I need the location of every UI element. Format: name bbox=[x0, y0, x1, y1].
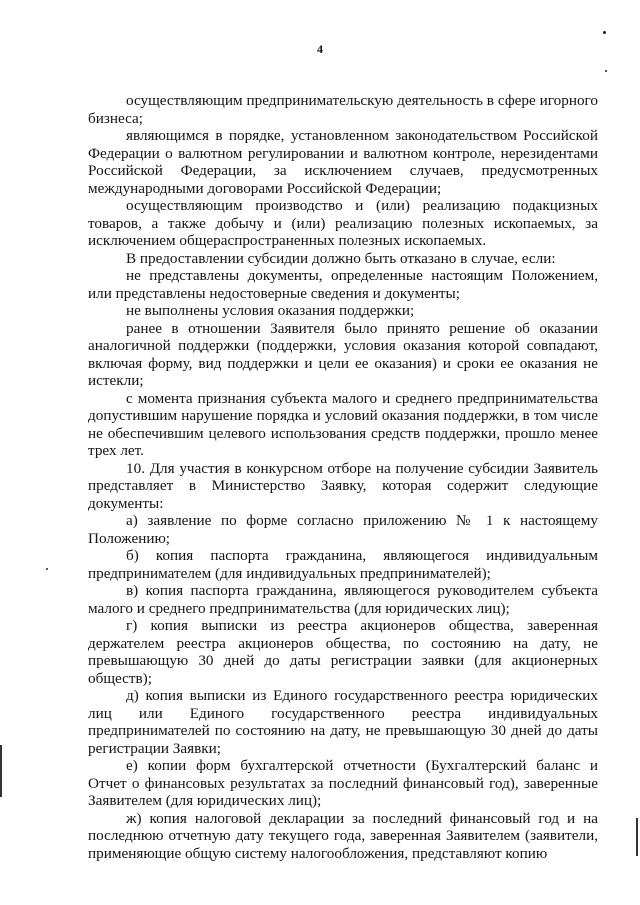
paragraph: являющимся в порядке, установленном законодательством Российской Федерации о валютном регулировании и валютном контроле, нерезидентами Российской Федерации, за исключением случаев, предусмотренных международными договорами Российской Федерации; bbox=[88, 127, 598, 197]
paragraph: а) заявление по форме согласно приложению № 1 к настоящему Положению; bbox=[88, 512, 598, 547]
paragraph: с момента признания субъекта малого и среднего предпринимательства допустившим нарушение порядка и условий оказания поддержки, в том числе не обеспечившим целевого использования средств поддержки, прошло менее трех лет. bbox=[88, 389, 598, 459]
scan-speck bbox=[603, 31, 606, 34]
scan-edge-mark bbox=[0, 745, 2, 797]
paragraph: д) копия выписки из Единого государственного реестра юридических лиц или Единого государственного реестра индивидуальных предпринимателей по состоянию на дату, не превышающую 30 дней до даты регистрации Заявки; bbox=[88, 687, 598, 757]
paragraph: ранее в отношении Заявителя было принято решение об оказании аналогичной поддержки (поддержки, условия оказания которой совпадают, включая форму, вид поддержки и цели ее оказания) и сроки ее оказания не истекли; bbox=[88, 319, 598, 389]
paragraph: ж) копия налоговой декларации за последний финансовый год и на последнюю отчетную дату текущего года, заверенная Заявителем (заявители, применяющие общую систему налогообложения, представляют копию bbox=[88, 809, 598, 862]
paragraph: В предоставлении субсидии должно быть отказано в случае, если: bbox=[126, 249, 556, 267]
paragraph: осуществляющим предпринимательскую деятельность в сфере игорного бизнеса; bbox=[88, 92, 598, 127]
paragraph: б) копия паспорта гражданина, являющегося индивидуальным предпринимателем (для индивидуальных предпринимателей); bbox=[88, 547, 598, 582]
scan-edge-mark bbox=[636, 818, 638, 856]
paragraph: осуществляющим производство и (или) реализацию подакцизных товаров, а также добычу и (или) реализацию полезных ископаемых, за исключением общераспространенных полезных ископаемых. bbox=[88, 197, 598, 249]
scan-speck bbox=[46, 568, 48, 570]
paragraph: не выполнены условия оказания поддержки; bbox=[126, 302, 415, 319]
paragraph: г) копия выписки из реестра акционеров общества, заверенная держателем реестра акционеров общества, по состоянию на дату, не превышающую 30 дней до даты регистрации заявки (для акционерных обществ); bbox=[88, 617, 598, 687]
document-body bbox=[88, 92, 598, 862]
paragraph: 10. Для участия в конкурсном отборе на получение субсидии Заявитель представляет в Министерство Заявку, которая содержит следующие документы: bbox=[88, 459, 598, 512]
paragraph: е) копии форм бухгалтерской отчетности (Бухгалтерский баланс и Отчет о финансовых результатах за последний финансовый год), заверенные Заявителем (для юридических лиц); bbox=[88, 757, 598, 809]
page-number: 4 bbox=[317, 42, 323, 56]
paragraph: не представлены документы, определенные настоящим Положением, или представлены недостоверные сведения и документы; bbox=[88, 267, 598, 302]
scan-speck bbox=[605, 70, 607, 72]
paragraph: в) копия паспорта гражданина, являющегося руководителем субъекта малого и среднего предпринимательства (для юридических лиц); bbox=[88, 582, 598, 617]
